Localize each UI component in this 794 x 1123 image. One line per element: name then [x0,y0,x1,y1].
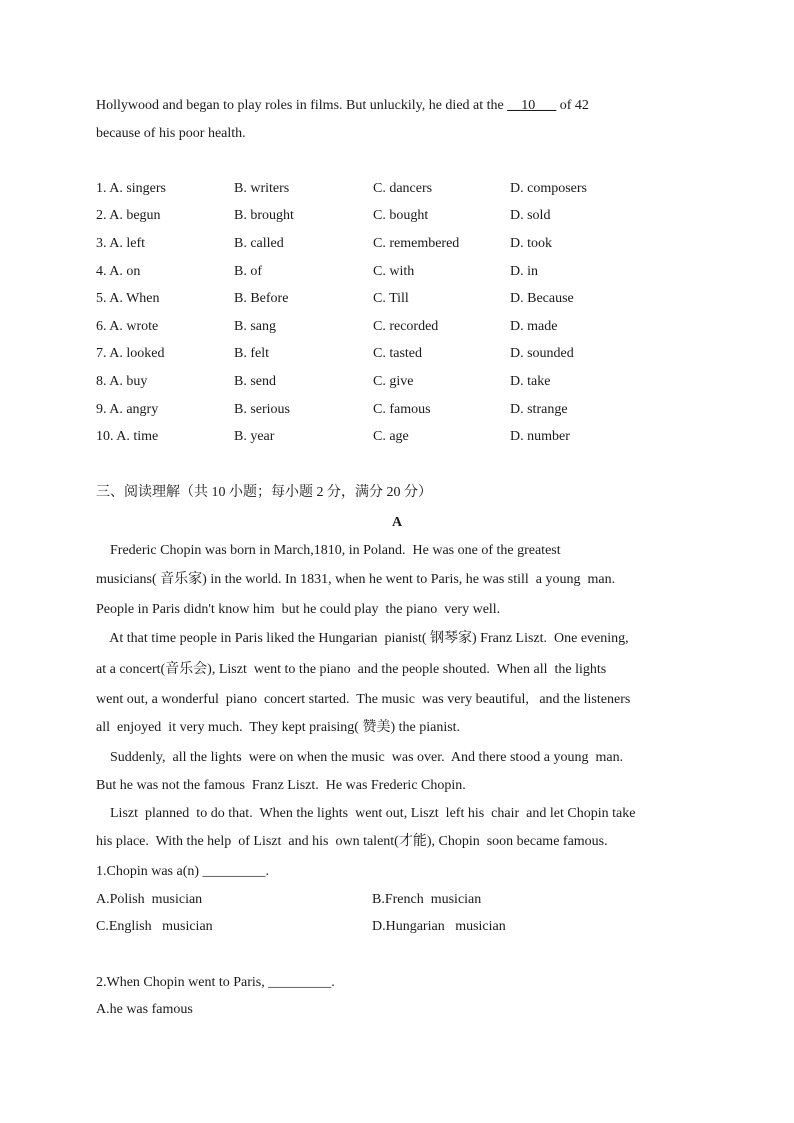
passage-line: musicians( 音乐家) in the world. In 1831, when he went to Paris, he was still a young man. [96,572,616,587]
option-d: D. in [510,264,538,279]
option-row [96,263,656,281]
passage-title: A [391,515,403,530]
passage-line: Suddenly, all the lights were on when the music was over. And there stood a young man. [96,750,624,765]
option-row [96,428,656,446]
option-c: C. with [373,264,415,279]
intro-line-2: because of his poor health. [96,126,246,141]
choice-a: A.he was famous [96,1002,193,1017]
option-b: B. brought [234,208,294,223]
option-row [96,290,656,308]
passage-line: But he was not the famous Franz Liszt. He was Frederic Chopin. [96,778,466,793]
passage-line: his place. With the help of Liszt and his own talent(才能), Chopin soon became famous. [96,834,608,849]
option-a: 6. A. wrote [96,319,159,334]
option-d: D. took [510,236,552,251]
option-d: D. strange [510,402,568,417]
passage-line: at a concert(音乐会), Liszt went to the piano and the people shouted. When all the lights [96,662,607,677]
option-b: B. serious [234,402,290,417]
option-row [96,235,656,253]
choice-c: C.English musician [96,919,213,934]
option-c: C. give [373,374,414,389]
option-row [96,373,656,391]
option-a: 2. A. begun [96,208,161,223]
option-a: 9. A. angry [96,402,159,417]
passage-line: Liszt planned to do that. When the lights went out, Liszt left his chair and let Chopin take [96,806,636,821]
section-title: 三、阅读理解（共 10 小题；每小题 2 分，满分 20 分） [96,485,432,500]
option-c: C. tasted [373,346,422,361]
option-d: D. composers [510,181,587,196]
option-b: B. Before [234,291,289,306]
intro-text: Hollywood and began to play roles in films. But unluckily, he died at the [96,98,508,113]
option-row [96,318,656,336]
option-a: 7. A. looked [96,346,165,361]
option-b: B. felt [234,346,269,361]
option-c: C. Till [373,291,409,306]
option-d: D. sold [510,208,551,223]
option-b: B. of [234,264,262,279]
option-row [96,207,656,225]
intro-text-end: of 42 [556,98,589,113]
choice-b: B.French musician [372,892,482,907]
choice-d: D.Hungarian musician [372,919,506,934]
option-d: D. Because [510,291,574,306]
option-a: 4. A. on [96,264,141,279]
option-d: D. number [510,429,570,444]
option-b: B. writers [234,181,290,196]
option-c: C. remembered [373,236,460,251]
option-d: D. made [510,319,558,334]
passage-line: People in Paris didn't know him but he could play the piano very well. [96,602,501,617]
option-a: 5. A. When [96,291,160,306]
option-a: 1. A. singers [96,181,166,196]
option-c: C. recorded [373,319,439,334]
option-b: B. year [234,429,275,444]
question-stem: 1.Chopin was a(n) _________. [96,864,270,879]
option-d: D. take [510,374,551,389]
option-b: B. called [234,236,284,251]
intro-line-1 [96,97,589,115]
option-b: B. sang [234,319,276,334]
passage-line: went out, a wonderful piano concert started. The music was very beautiful, and the listeners [96,692,631,707]
choice-a: A.Polish musician [96,892,203,907]
passage-line: At that time people in Paris liked the Hungarian pianist( 钢琴家) Franz Liszt. One evening, [96,631,629,646]
option-row [96,180,656,198]
option-row [96,401,656,419]
option-a: 3. A. left [96,236,145,251]
answer-blank: __10___ [507,98,557,113]
option-c: C. famous [373,402,431,417]
option-a: 10. A. time [96,429,159,444]
option-a: 8. A. buy [96,374,148,389]
option-c: C. bought [373,208,429,223]
option-c: C. age [373,429,409,444]
option-b: B. send [234,374,276,389]
option-c: C. dancers [373,181,433,196]
option-d: D. sounded [510,346,574,361]
question-stem: 2.When Chopin went to Paris, _________. [96,975,335,990]
passage-line: all enjoyed it very much. They kept praising( 赞美) the pianist. [96,720,461,735]
option-row [96,345,656,363]
passage-line: Frederic Chopin was born in March,1810, in Poland. He was one of the greatest [96,543,561,558]
